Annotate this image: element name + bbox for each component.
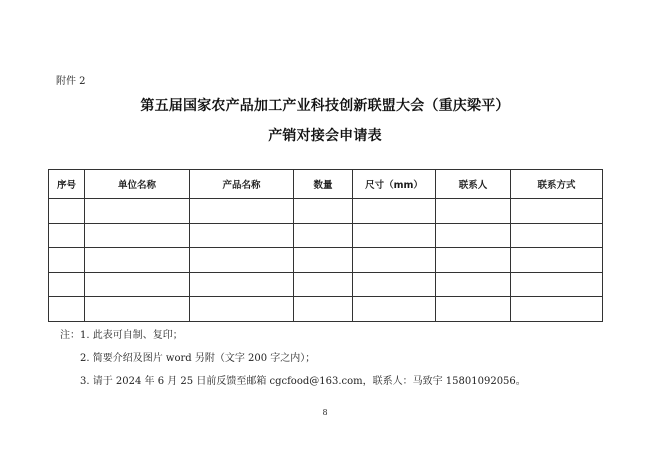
header-serial-number: 序号 [49, 170, 85, 199]
table-row [49, 223, 603, 248]
note-item: 1. 此表可自制、复印； [80, 330, 183, 341]
table-cell[interactable] [436, 272, 511, 297]
table-cell[interactable] [190, 248, 294, 273]
table-header-row [49, 170, 603, 199]
document-title-line-1: 第五届国家农产品加工产业科技创新联盟大会（重庆梁平） [140, 98, 510, 114]
header-size: 尺寸（mm） [353, 170, 436, 199]
table-cell[interactable] [294, 297, 353, 322]
table-cell[interactable] [511, 272, 603, 297]
note-item: 2. 简要介绍及图片 word 另附（文字 200 字之内）； [80, 353, 316, 364]
header-contact-info: 联系方式 [511, 170, 603, 199]
table-cell[interactable] [85, 199, 190, 224]
notes-prefix: 注： [60, 330, 80, 341]
table-cell[interactable] [49, 272, 85, 297]
table-cell[interactable] [436, 199, 511, 224]
page-number: 8 [322, 408, 328, 417]
table-cell[interactable] [353, 297, 436, 322]
table-cell[interactable] [436, 223, 511, 248]
header-quantity: 数量 [294, 170, 353, 199]
table-row [49, 248, 603, 273]
table-cell[interactable] [511, 223, 603, 248]
header-contact-person: 联系人 [436, 170, 511, 199]
table-row [49, 272, 603, 297]
table-cell[interactable] [511, 248, 603, 273]
table-cell[interactable] [294, 223, 353, 248]
document-title-line-2: 产销对接会申请表 [268, 128, 382, 144]
table-row [49, 199, 603, 224]
table-cell[interactable] [353, 199, 436, 224]
table-cell[interactable] [49, 223, 85, 248]
note-item: 3. 请于 2024 年 6 月 25 日前反馈至邮箱 cgcfood@163.com，联系人：马致宇 15801092056。 [80, 376, 526, 387]
table-cell[interactable] [190, 199, 294, 224]
table-cell[interactable] [49, 199, 85, 224]
application-form-table [48, 169, 603, 322]
table-cell[interactable] [294, 199, 353, 224]
header-unit-name: 单位名称 [85, 170, 190, 199]
table-cell[interactable] [190, 272, 294, 297]
table-cell[interactable] [294, 272, 353, 297]
table-cell[interactable] [511, 199, 603, 224]
table-cell[interactable] [294, 248, 353, 273]
table-cell[interactable] [353, 248, 436, 273]
table-cell[interactable] [190, 223, 294, 248]
table-cell[interactable] [353, 223, 436, 248]
table-cell[interactable] [85, 248, 190, 273]
table-cell[interactable] [85, 223, 190, 248]
table-cell[interactable] [49, 297, 85, 322]
table-cell[interactable] [436, 248, 511, 273]
attachment-label: 附件 2 [56, 76, 86, 87]
table-cell[interactable] [49, 248, 85, 273]
table-cell[interactable] [436, 297, 511, 322]
table-cell[interactable] [85, 297, 190, 322]
table-cell[interactable] [353, 272, 436, 297]
table-cell[interactable] [511, 297, 603, 322]
header-product-name: 产品名称 [190, 170, 294, 199]
table-row [49, 297, 603, 322]
table-cell[interactable] [190, 297, 294, 322]
table-cell[interactable] [85, 272, 190, 297]
